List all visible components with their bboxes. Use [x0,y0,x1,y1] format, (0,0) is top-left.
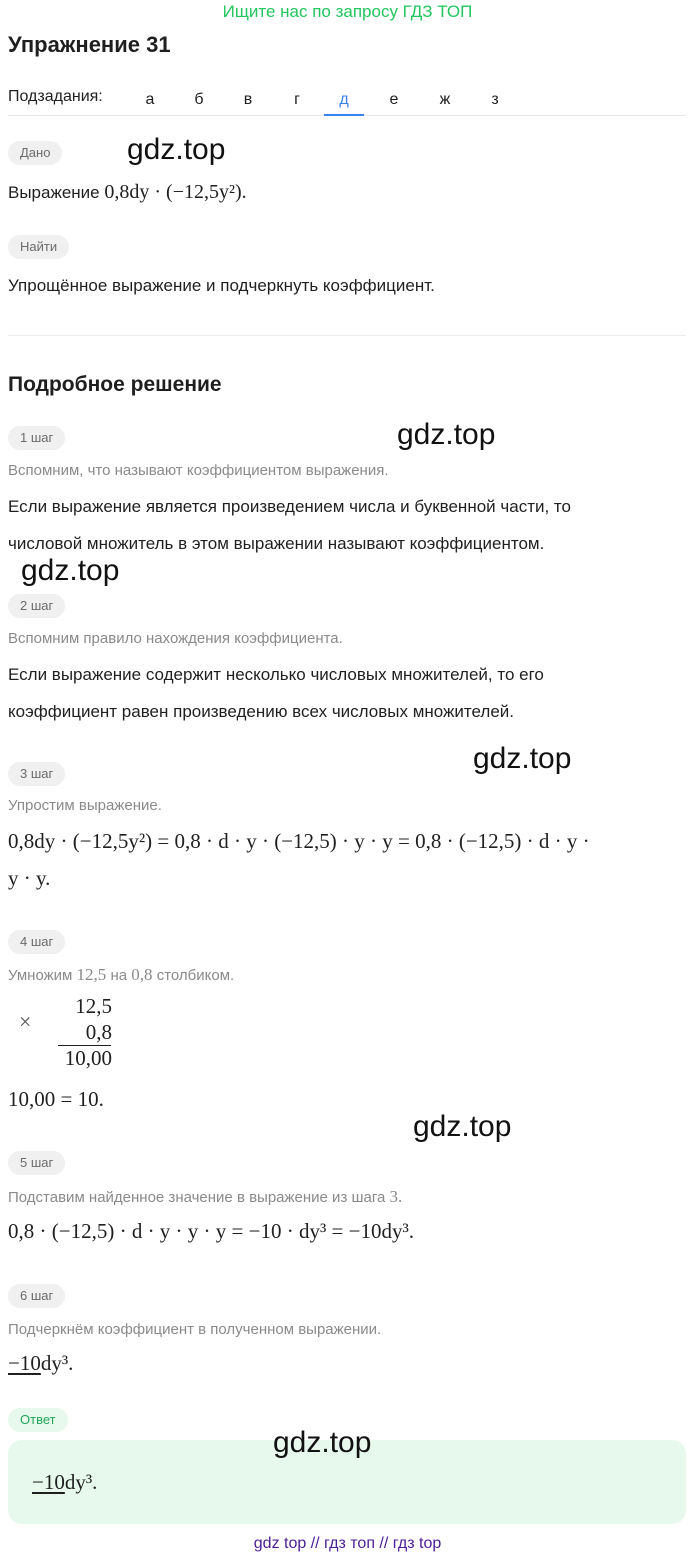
step4-hint-a: 12,5 [76,965,107,984]
step3-math-line1: 0,8dy · (−12,5y²) = 0,8 · d · y · (−12,5) · y · y = 0,8 · (−12,5) · d · y · [8,829,590,853]
promo-banner[interactable]: Ищите нас по запросу ГДЗ ТОП [222,2,473,21]
step6-rest: dy³. [40,1351,74,1375]
column-row1: 12,5 [75,994,112,1018]
given-pill: Дано [8,141,62,165]
step3-hint: Упростим выражение. [8,797,162,814]
multiply-sign: × [19,1009,32,1034]
watermark: gdz.top [473,742,572,775]
step2-pill: 2 шаг [8,594,65,618]
watermark: gdz.top [413,1110,512,1143]
tab-zh[interactable]: ж [439,91,451,108]
footer-links[interactable]: gdz top // гдз топ // гдз top [253,1535,442,1552]
subtasks-nav [8,84,686,116]
step5-pill: 5 шаг [8,1151,65,1175]
column-result: 10,00 [64,1046,112,1070]
step1-hint: Вспомним, что называют коэффициентом выражения. [8,462,389,479]
answer-pill: Ответ [8,1408,68,1432]
divider [8,335,686,336]
watermark: gdz.top [397,418,496,451]
tab-g[interactable]: г [294,91,300,108]
find-text: Упрощённое выражение и подчеркнуть коэффициент. [8,276,435,295]
step4-conclusion: 10,00 = 10. [8,1087,104,1111]
tab-z[interactable]: з [491,91,499,108]
step2-line2: коэффициент равен произведению всех числовых множителей. [8,702,515,721]
given-expression: 0,8dy · (−12,5y²). [104,181,247,203]
subtasks-label: Подзадания: [8,88,103,105]
watermark: gdz.top [127,133,226,166]
step5-hint-num: 3. [389,1187,403,1206]
answer-math [32,1470,97,1495]
step1-line1: Если выражение является произведением числа и буквенной части, то [8,497,571,516]
step1-line2: числовой множитель в этом выражении называют коэффициентом. [8,534,545,553]
step4-hint-b: 0,8 [131,965,153,984]
step4-hint-suffix: столбиком. [156,967,235,984]
step3-pill: 3 шаг [8,762,65,786]
step4-pill: 4 шаг [8,930,65,954]
solution-title: Подробное решение [8,373,222,396]
step2-hint: Вспомним правило нахождения коэффициента. [8,630,343,647]
given-text [8,179,247,206]
tab-v[interactable]: в [243,91,253,108]
answer-rest: dy³. [64,1470,98,1494]
step4-hint-prefix: Умножим [8,967,73,984]
step2-line1: Если выражение содержит несколько числовых множителей, то его [8,665,544,684]
step1-pill: 1 шаг [8,426,65,450]
column-row2: 0,8 [85,1020,112,1044]
step3-math-line2: y · y. [8,866,51,890]
watermark: gdz.top [273,1426,372,1459]
tab-e[interactable]: е [389,91,399,108]
page-title: Упражнение 31 [8,32,171,57]
step6-coefficient: −10 [8,1351,41,1375]
step6-math [8,1351,73,1376]
watermark: gdz.top [21,554,120,587]
step4-hint-mid: на [110,967,128,984]
step4-hint [8,965,234,985]
given-prefix: Выражение [8,183,100,202]
tab-d[interactable]: д [324,84,364,116]
step6-pill: 6 шаг [8,1284,65,1308]
tab-a[interactable]: а [145,91,155,108]
step5-hint-prefix: Подставим найденное значение в выражение из шага [8,1189,386,1206]
answer-coefficient: −10 [32,1470,65,1494]
step6-hint: Подчеркнём коэффициент в полученном выражении. [8,1321,382,1338]
tab-b[interactable]: б [194,91,204,108]
find-pill: Найти [8,235,69,259]
step5-hint [8,1187,402,1207]
step5-math: 0,8 · (−12,5) · d · y · y · y = −10 · dy³ = −10dy³. [8,1219,415,1243]
